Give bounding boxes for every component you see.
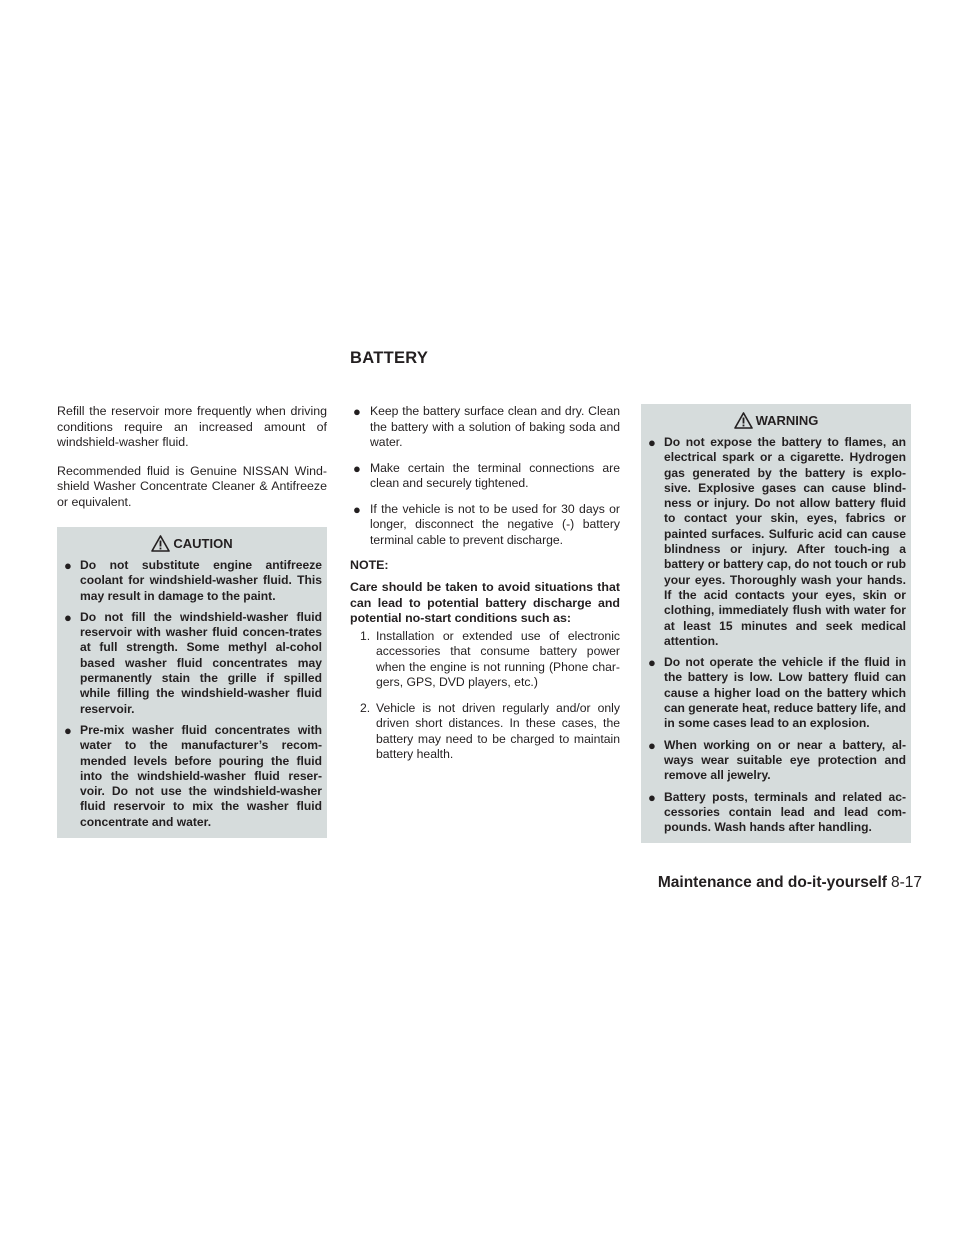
caution-box: [57, 527, 327, 838]
warning-list: [646, 435, 906, 835]
caution-list: [62, 558, 322, 830]
caution-item: ● Do not substitute engine antifreeze coolant for windshield-washer fluid. This may result in damage to the paint.: [64, 558, 322, 603]
bullet-icon: ●: [353, 404, 361, 419]
list-item: ● Make certain the terminal connections are clean and securely tightened.: [353, 460, 620, 490]
column-2: [350, 404, 620, 773]
warning-item: ● Do not operate the vehicle if the fluid in the battery is low. Low battery fluid can cause a higher load on the battery which can generate heat, reduce battery life, and in some cases lead to an explosion.: [648, 655, 906, 731]
caution-item: ● Pre-mix washer fluid concentrates with water to the manufacturer’s recom-mended levels before pouring the fluid into the windshield-washer fluid reser-voir. Do not use the windshield-washer fluid reservoir to mix the washer fluid concentrate and water.: [64, 722, 322, 829]
warning-heading: [646, 412, 906, 429]
list-item: ● Keep the battery surface clean and dry. Clean the battery with a solution of baking soda and water.: [353, 404, 620, 449]
list-item: 1. Installation or extended use of electronic accessories that consume battery power when the engine is not running (Phone char-gers, GPS, DVD players, etc.): [360, 628, 620, 689]
refill-paragraph: Refill the reservoir more frequently when driving conditions require an increased amount of windshield-washer fluid.: [57, 404, 327, 449]
bullet-icon: ●: [353, 501, 361, 517]
note-heading: NOTE:: [350, 558, 389, 572]
bullet-icon: ●: [648, 435, 656, 450]
list-item: 2. Vehicle is not driven regularly and/or only driven short distances. In these cases, the battery may need to be charged to maintain battery health.: [360, 700, 620, 761]
section-title: BATTERY: [350, 349, 429, 367]
note-numbered-list: [350, 629, 620, 763]
bullet-icon: ●: [64, 722, 72, 738]
warning-triangle-icon: [734, 412, 753, 429]
bullet-icon: ●: [648, 737, 656, 753]
footer-section-name: Maintenance and do-it-yourself: [657, 874, 887, 891]
caution-title: CAUTION: [173, 536, 233, 551]
warning-box: [641, 404, 911, 843]
list-item: ● If the vehicle is not to be used for 30 days or longer, disconnect the negative (-) battery terminal cable to prevent discharge.: [353, 501, 620, 547]
bullet-icon: ●: [64, 558, 72, 573]
battery-care-list: [350, 404, 620, 548]
caution-heading: [62, 535, 322, 552]
bullet-icon: ●: [353, 460, 361, 476]
warning-item: ● Battery posts, terminals and related ac-cessories contain lead and lead com-pounds. Wash hands after handling.: [648, 789, 906, 835]
page-footer: [652, 874, 922, 892]
note-lead: Care should be taken to avoid situations that can lead to potential battery discharge and potential no-start conditions such as:: [350, 580, 620, 625]
bullet-icon: ●: [648, 655, 656, 671]
bullet-icon: ●: [64, 609, 72, 625]
column-3: [641, 404, 911, 843]
warning-item: ● Do not expose the battery to flames, an electrical spark or a cigarette. Hydrogen gas generated by the battery is explo-sive. Explosive gases can cause blind-ness or injury. Do not allow battery fluid to contact your skin, eyes, fabrics or painted surfaces. Sulfuric acid can cause blindness or injury. After touch-ing a battery or battery cap, do not touch or rub your eyes. Thoroughly wash your hands. If the acid contacts your eyes, skin or clothing, immediately flush with water for at least 15 minutes and seek medical attention.: [648, 435, 906, 648]
caution-item: ● Do not fill the windshield-washer fluid reservoir with washer fluid concen-trates at full strength. Some methyl al-cohol based washer fluid concentrates may permanently stain the grille if spilled while filling the windshield-washer fluid reservoir.: [64, 609, 322, 716]
column-1: [57, 404, 327, 838]
page-number: 8-17: [890, 874, 922, 891]
warning-title: WARNING: [755, 413, 819, 428]
recommended-fluid-paragraph: Recommended fluid is Genuine NISSAN Wind-shield Washer Concentrate Cleaner & Antifreeze or equivalent.: [57, 463, 327, 509]
warning-item: ● When working on or near a battery, al-ways wear suitable eye protection and remove all jewelry.: [648, 737, 906, 783]
warning-triangle-icon: [151, 535, 170, 552]
bullet-icon: ●: [648, 789, 656, 805]
